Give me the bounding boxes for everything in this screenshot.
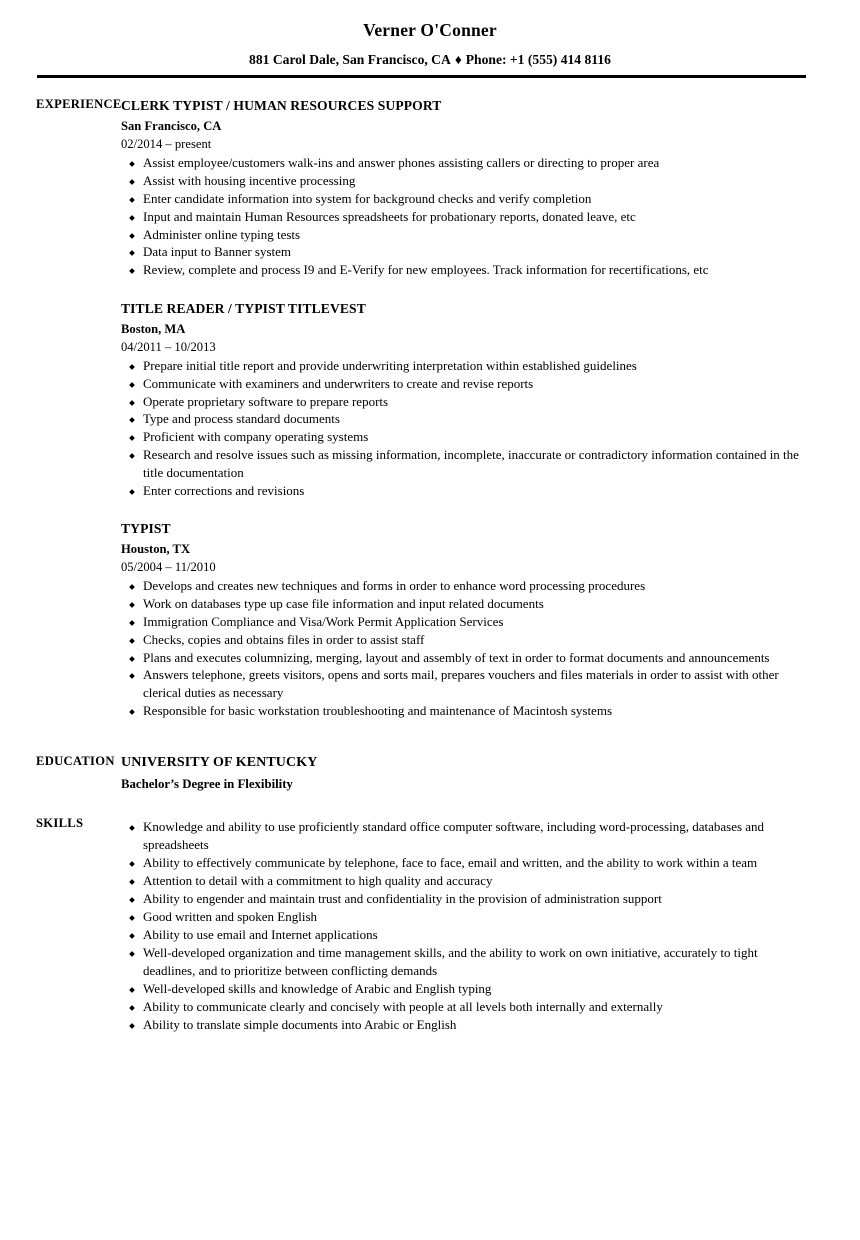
list-item: Responsible for basic workstation troubleshooting and maintenance of Macintosh systems [121, 702, 802, 720]
list-item: Well-developed organization and time management skills, and the ability to work on own initiative, accurately to tight deadlines, and to prioritize between conflicting demands [121, 944, 802, 980]
list-item: Well-developed skills and knowledge of Arabic and English typing [121, 980, 802, 998]
skills-entries [121, 816, 860, 1033]
list-item: Checks, copies and obtains files in order to assist staff [121, 631, 802, 649]
list-item: Ability to effectively communicate by telephone, face to face, email and written, and the ability to work within a team [121, 854, 802, 872]
list-item: Assist with housing incentive processing [121, 172, 802, 190]
list-item: Input and maintain Human Resources spreadsheets for probationary reports, donated leave, etc [121, 208, 802, 226]
list-item: Research and resolve issues such as missing information, incomplete, inaccurate or contradictory information contained in the title documentation [121, 446, 802, 482]
diamond-separator-icon: ♦ [454, 52, 462, 67]
job-title: TITLE READER / TYPIST TITLEVEST [121, 300, 366, 316]
skills-list [121, 818, 802, 1033]
list-item: Ability to communicate clearly and concisely with people at all levels both internally and externally [121, 998, 802, 1016]
resume-header [0, 0, 860, 78]
list-item: Immigration Compliance and Visa/Work Permit Application Services [121, 613, 802, 631]
list-item: Enter candidate information into system for background checks and verify completion [121, 190, 802, 208]
list-item: Operate proprietary software to prepare reports [121, 393, 802, 411]
experience-entry [121, 97, 802, 279]
job-responsibilities [121, 357, 802, 499]
education-entries [121, 754, 860, 793]
list-item: Communicate with examiners and underwriters to create and revise reports [121, 375, 802, 393]
job-location: San Francisco, CA [121, 118, 222, 133]
education-degree: Bachelor’s Degree in Flexibility [121, 776, 293, 791]
list-item: Review, complete and process I9 and E-Verify for new employees. Track information for recertifications, etc [121, 261, 802, 279]
contact-line [0, 52, 860, 68]
list-item: Ability to engender and maintain trust and confidentiality in the provision of administration support [121, 890, 802, 908]
list-item: Work on databases type up case file information and input related documents [121, 595, 802, 613]
experience-entry [121, 520, 802, 719]
job-location: Houston, TX [121, 542, 191, 556]
skills-section [0, 816, 860, 1033]
experience-entry [121, 300, 802, 499]
list-item: Ability to use email and Internet applications [121, 926, 802, 944]
list-item: Proficient with company operating systems [121, 428, 802, 446]
education-section [0, 754, 860, 793]
contact-address: 881 Carol Dale, San Francisco, CA [249, 52, 451, 67]
header-divider [37, 75, 806, 78]
list-item: Knowledge and ability to use proficiently standard office computer software, including word-processing, databases and spreadsheets [121, 818, 802, 854]
section-label-experience: EXPERIENCE [36, 97, 122, 112]
list-item: Data input to Banner system [121, 243, 802, 261]
list-item: Administer online typing tests [121, 226, 802, 244]
candidate-name: Verner O'Conner [363, 20, 497, 40]
experience-section [0, 97, 860, 719]
job-title: TYPIST [121, 521, 171, 537]
list-item: Attention to detail with a commitment to high quality and accuracy [121, 872, 802, 890]
list-item: Prepare initial title report and provide underwriting interpretation within established guidelines [121, 357, 802, 375]
education-school: UNIVERSITY OF KENTUCKY [121, 754, 318, 770]
list-item: Develops and creates new techniques and forms in order to enhance word processing procedures [121, 577, 802, 595]
experience-entries [121, 97, 860, 719]
job-dates: 02/2014 – present [121, 136, 212, 151]
list-item: Type and process standard documents [121, 410, 802, 428]
section-label-skills: SKILLS [36, 816, 84, 831]
job-dates: 04/2011 – 10/2013 [121, 339, 216, 354]
job-responsibilities [121, 154, 802, 279]
list-item: Enter corrections and revisions [121, 482, 802, 500]
job-responsibilities [121, 577, 802, 719]
job-dates: 05/2004 – 11/2010 [121, 560, 216, 574]
section-label-education: EDUCATION [36, 753, 115, 768]
job-title: CLERK TYPIST / HUMAN RESOURCES SUPPORT [121, 98, 442, 114]
contact-phone: Phone: +1 (555) 414 8116 [465, 52, 611, 67]
list-item: Answers telephone, greets visitors, opens and sorts mail, prepares vouchers and files materials in order to assist with other clerical duties as necessary [121, 666, 802, 702]
list-item: Assist employee/customers walk-ins and answer phones assisting callers or directing to proper area [121, 154, 802, 172]
list-item: Ability to translate simple documents into Arabic or English [121, 1016, 802, 1034]
job-location: Boston, MA [121, 321, 186, 336]
list-item: Plans and executes columnizing, merging, layout and assembly of text in order to format documents and announcements [121, 649, 802, 667]
list-item: Good written and spoken English [121, 908, 802, 926]
